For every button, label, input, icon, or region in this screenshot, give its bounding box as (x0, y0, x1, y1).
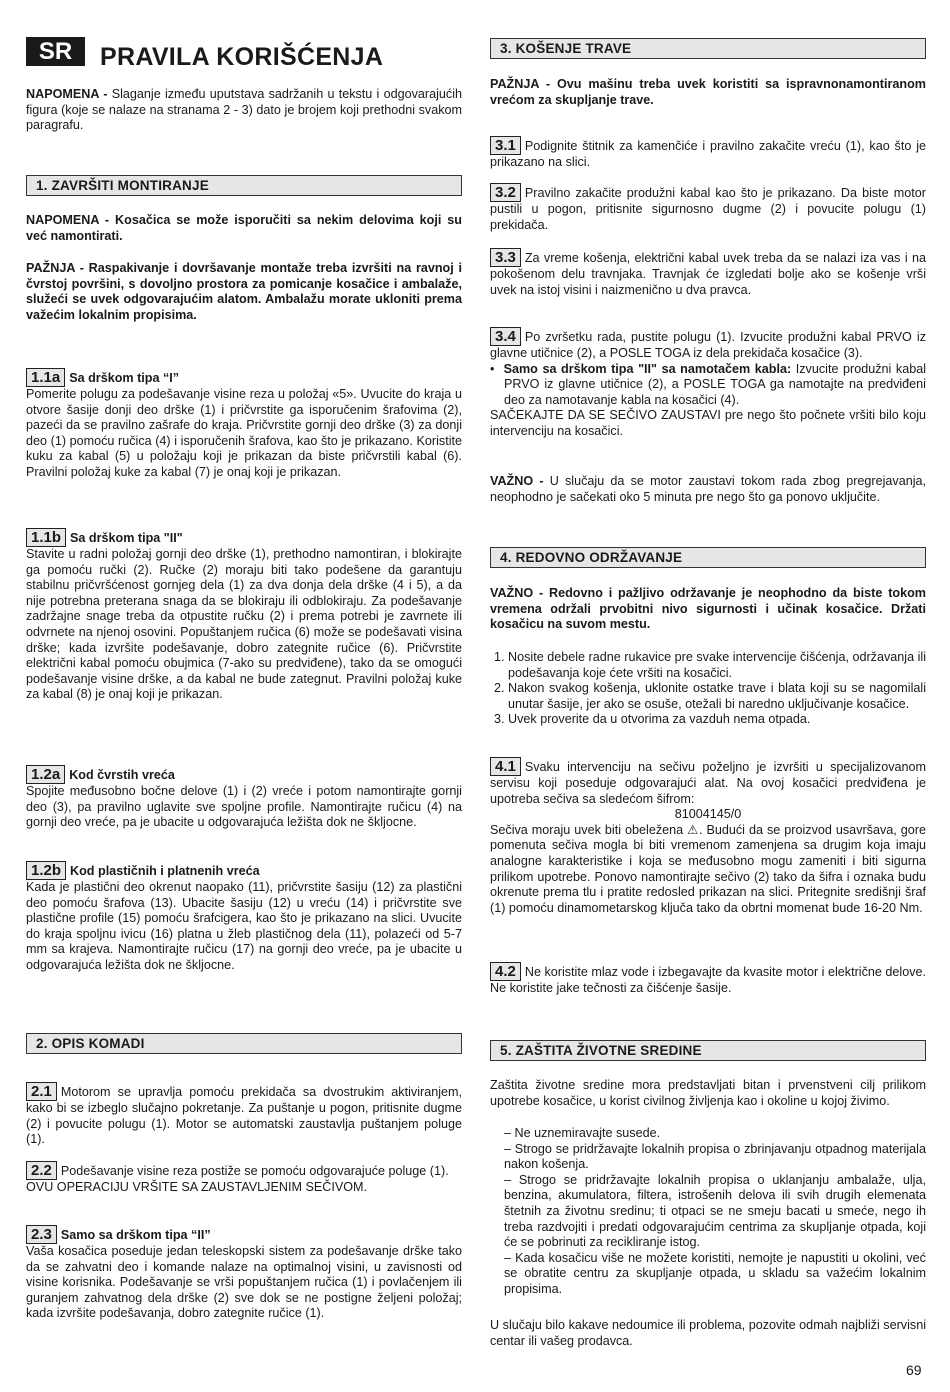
s3-important: VAŽNO - U slučaju da se motor zaustavi tokom rada zbog pregrejavanja, neophodno je sačekati oko 5 minuta pre nego što ga ponovo uključite. (490, 474, 927, 504)
list-item: – Ne uznemiravajte susede. (504, 1126, 661, 1140)
num-box: 1.1b (26, 528, 66, 547)
num-box: 4.1 (490, 757, 521, 776)
sub-4-1: 4.1 Svaku intervenciju na sečivu poželjno je izvršiti u specijalizovanom servisu koji poseduje odgovarajući alat. Na ovoj kosačici predviđena je upotreba sečiva sa sledećom šifrom: 81004145/0 Sečiva moraju uvek biti obeležena ⚠. Budući da se proizvod usavršava, gore pomenuta sečiva mogla bi biti vremenom zamenjena sa drugim koja imaju analogne karakteristike i koja se međusobno mogu zameniti i biti sigurna prilikom upotrebe. Ponovo namontirajte sečivo (2) tako da šifra i oznaka budu okrenute prema tlu i pratite redosled prikazan na slici. Pritegnite središnji šraf (1) pomoću dinamometarskog ključa tako da obrtni momenat bude 16-20 Nm. (490, 758, 926, 915)
sub-3-3: 3.3 Za vreme košenja, električni kabal uvek treba da se nalazi iza vas i na pokošenom delu travnjaka. Travnjak će izgledati bolje ako se košenje vrši uvek na istoj visini i naizmenično u dva pravca. (490, 249, 926, 297)
num-box: 1.2b (26, 861, 66, 880)
maintenance-list (490, 650, 926, 728)
list-item: – Strogo se pridržavajte lokalnih propisa o zbrinjavanju otpadnog materijala nakon košenja. (504, 1141, 926, 1172)
sub-1-1a: 1.1a Sa drškom tipa “I” Pomerite polugu za podešavanje visine reza u položaj «5». Uvucite do kraja u otvore šasije donji deo drške (1) i pričvrstite ga isporučenim šrafovima (2), pazeći da se pravilno zašrafe do kraja. Pričvrstite gornji deo drške (3) za donji deo (1) pomoću ručica (4) i isporučenih šrafova, kao što je prikazano. Koristite kuku za kabal (5) u položaju koji je prikazan da biste pričvrstili kabal (6). Pravilni položaj kuke za kabal (7) je onaj koji je prikazan. (26, 369, 462, 479)
page-title: PRAVILA KORIŠĆENJA (100, 43, 384, 71)
num-box: 2.3 (26, 1225, 57, 1244)
s4-intro: VAŽNO - Redovno i pažljivo održavanje je neophodno da biste tokom vremena održali prvobitni nivo sigurnosti i učinak kosačice. Držati kosačicu na suvom mestu. (490, 586, 926, 632)
section-2-heading: 2. OPIS KOMADI (26, 1033, 462, 1054)
num-box: 1.1a (26, 368, 65, 387)
s1-note: NAPOMENA - Kosačica se može isporučiti sa nekim delovima koji su već namontirati. (26, 213, 462, 243)
sub-4-2: 4.2 Ne koristite mlaz vode i izbegavajte da kvasite motor i električne delove. Ne koristite jake tečnosti za čišćenje šasije. (490, 963, 926, 995)
num-box: 3.3 (490, 248, 521, 267)
sub-3-4: 3.4 Po zvršetku rada, pustite polugu (1). Izvucite produžni kabal PRVO iz glavne utičnice (2), a POSLE TOGA iz dela prekidača kosačice (3). • Samo sa drškom tipa "II" sa namotačem kabla: Izvucite produžni kabal PRVO iz glavne utičnice (2), a POSLE TOGA ga namotajte na predviđeni deo za namotavanje kabla na kosačici (4). SAČEKAJTE DA SE SEČIVO ZAUSTAVI pre nego što počnete vršiti bilo koju intervenciju na kosačici. (490, 328, 927, 438)
sub-1-2a: 1.2a Kod čvrstih vreća Spojite međusobno bočne delove (1) i (2) vreće i potom namontirajte gornji deo (3), pa pravilno uglavite sve spoljne profile. Namontirajte ručicu (4) na gornji deo vreće, pa je ubacite u odgovarajuća ležišta dok ne škljocne. (26, 766, 462, 830)
page-number: 69 (906, 1362, 922, 1378)
sub-2-3: 2.3 Samo sa drškom tipa “II” Vaša kosačica poseduje jedan teleskopski sistem za podešavanje drške tako da se zahvatni deo i komande nalaze na optimalnoj visini, u zavisnosti od visine korisnika. Podešavanje se vrši popuštanjem ručica (1) i povlačenjem ili guranjem zahvatnog dela drške (2) sve dok se ne postigne željeni položaj; kada izvršite podešavanja, dobro zategnite ručice (1). (26, 1226, 462, 1321)
intro-note: NAPOMENA - Slaganje između uputstava sadržanih u tekstu i odgovarajućih figura (koje se nalaze na stranama 2 - 3) dato je brojem koji prethodni svakom paragrafu. (26, 87, 462, 133)
s5-intro: Zaštita životne sredine mora predstavljati bitan i prvenstveni cilj prilikom upotrebe kosačice, u korist civilnog življenja kao i okoline u kojoj živimo. (490, 1078, 926, 1108)
list-item: 3. Uvek proverite da u otvorima za vazduh nema otpada. (508, 712, 926, 728)
s3-warning: PAŽNJA - Ovu mašinu treba uvek koristiti sa ispravnonamontiranom vrećom za skupljanje trave. (490, 77, 926, 107)
environment-list (490, 1126, 926, 1298)
num-box: 3.2 (490, 183, 521, 202)
section-3-heading: 3. KOŠENJE TRAVE (490, 38, 926, 59)
language-badge: SR (26, 37, 85, 66)
sub-3-2: 3.2 Pravilno zakačite produžni kabal kao što je prikazano. Da biste motor pustili u pogon, pritisnite sigurnosno dugme (2) i povucite polugu (1) prekidača. (490, 184, 926, 232)
sub-1-2b: 1.2b Kod plastičnih i platnenih vreća Kada je plastični deo okrenut naopako (11), pričvrstite šasiju (12) za plastični deo pomoću šrafova (13). Ubacite šasiju (12) u vreću (14) i pričvrstite sve plastične profile (15) pomoću šrafcigera, kao što je prikazano na slici. Uvucite do kraja spoljnu ivicu (16) platna u žleb plastičnog dela (11), polazeći od 5-7 mm sa krajeva. Namontirajte ručicu (17) na gornji deo vreće, pa je ubacite u odgovarajuća ležišta dok ne škljocne. (26, 862, 462, 972)
num-box: 2.2 (26, 1161, 57, 1180)
list-item: – Kada kosačicu više ne možete koristiti, nemojte je napustiti u okolini, već se obratite centru za skupljanje otpada, u skladu sa važećim lokalnim propisima. (504, 1250, 926, 1296)
list-item: – Strogo se pridržavajte lokalnih propisa o uklanjanju ambalaže, ulja, benzina, akumulatora, filtera, istrošenih delova ili svih drugih elemenata štetnih za životnu sredinu; ti otpaci se ne smeju bacati u smeće, nego ih treba razdvojiti i predati odgovarajućim centrima za skupljanje otpada, koji će se pobrinuti za recikliranje istog. (504, 1172, 926, 1250)
s5-outro: U slučaju bilo kakave nedoumice ili problema, pozovite odmah najbliži servisni centar ili vašeg prodavca. (490, 1318, 926, 1348)
section-5-heading: 5. ZAŠTITA ŽIVOTNE SREDINE (490, 1040, 926, 1061)
list-item: 1. Nosite debele radne rukavice pre svake intervencije čišćenja, održavanja ili podešavanja koje ćete vršiti na kosačici. (508, 650, 926, 681)
num-box: 3.4 (490, 327, 521, 346)
num-box: 1.2a (26, 765, 65, 784)
section-1-heading: 1. ZAVRŠITI MONTIRANJE (26, 175, 462, 196)
section-4-heading: 4. REDOVNO ODRŽAVANJE (490, 547, 926, 568)
sub-2-1: 2.1 Motorom se upravlja pomoću prekidača sa dvostrukim aktiviranjem, kako bi se izbeglo slučajno pokretanje. Za puštanje u pogon, pritisnite dugme (2) i povucite polugu (1). Motor se automatski zaustavlja puštanjem poluge (1). (26, 1083, 462, 1147)
list-item: 2. Nakon svakog košenja, uklonite ostatke trave i blata koji su se nagomilali unutar šasije, jer ako se osuše, otežali bi naredno uključivanje kosačice. (508, 681, 926, 712)
list-item: • Samo sa drškom tipa "II" sa namotačem kabla: Izvucite produžni kabal PRVO iz glavne utičnice (2), a POSLE TOGA ga namotajte na predviđeni deo za namotavanje kabla na kosačici (4). (490, 361, 927, 407)
num-box: 2.1 (26, 1082, 57, 1101)
num-box: 4.2 (490, 962, 521, 981)
blade-code: 81004145/0 (674, 807, 742, 822)
s1-warning: PAŽNJA - Raspakivanje i dovršavanje montaže treba izvršiti na ravnoj i čvrstoj površini, s dovoljno prostora za pomicanje kosačice i ambalaže, služeći se uvek odgovarajućim alatom. Ambalažu morate ukloniti prema važećim lokalnim propisima. (26, 261, 462, 322)
sub-1-1b: 1.1b Sa drškom tipa "II" Stavite u radni položaj gornji deo drške (1), prethodno namontiran, i blokirajte ga pomoću ručki (2). Ručke (2) moraju biti tako podešene da garantuju stabilnu pričvršćenost gornjeg dela (1) za dva donja dela drške (4 i 5), a da nije potrebna preterana snaga da se blokiraju ili odblokiraju. Za podešavanje zadržajne snage treba da otpustite ručku (2) i prema potrebi je zavrnete ili odvrnete na njenoj osovini. Popuštanjem ručica (6) može se podešavati visina drške; kada izvršite podešavanje, dobro zategnite ručice (6). Pričvrstite električni kabal pomoću obujmica (7-ako su predviđene), tako da se omogući podešavanje visine drške, a da kabal ne bude zategnut. Pravilni položaj kuke za kabal (8) je onaj koji je prikazan. (26, 529, 462, 702)
num-box: 3.1 (490, 136, 521, 155)
sub-2-2: 2.2 Podešavanje visine reza postiže se pomoću odgovarajuće poluge (1). OVU OPERACIJU VRŠITE SA ZAUSTAVLJENIM SEČIVOM. (26, 1162, 449, 1194)
sub-3-1: 3.1 Podignite štitnik za kamenčiće i pravilno zakačite vreću (1), kao što je prikazano na slici. (490, 137, 926, 169)
